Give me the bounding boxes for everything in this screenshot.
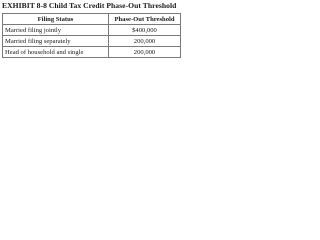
threshold-cell: $400,000	[109, 25, 181, 36]
filing-status-cell: Married filing jointly	[3, 25, 109, 36]
header-row	[3, 14, 181, 25]
exhibit-title: EXHIBIT 8-8 Child Tax Credit Phase-Out Threshold	[2, 1, 177, 10]
phase-out-threshold-table	[2, 13, 181, 58]
filing-status-cell: Married filing separately	[3, 36, 109, 47]
table-row	[3, 47, 181, 58]
table-header	[3, 14, 181, 25]
threshold-header: Phase-Out Threshold	[109, 14, 181, 25]
table-row	[3, 36, 181, 47]
filing-status-cell: Head of household and single	[3, 47, 109, 58]
threshold-cell: 200,000	[109, 47, 181, 58]
table-row	[3, 25, 181, 36]
threshold-cell: 200,000	[109, 36, 181, 47]
table-body	[3, 25, 181, 58]
filing-status-header: Filing Status	[3, 14, 109, 25]
